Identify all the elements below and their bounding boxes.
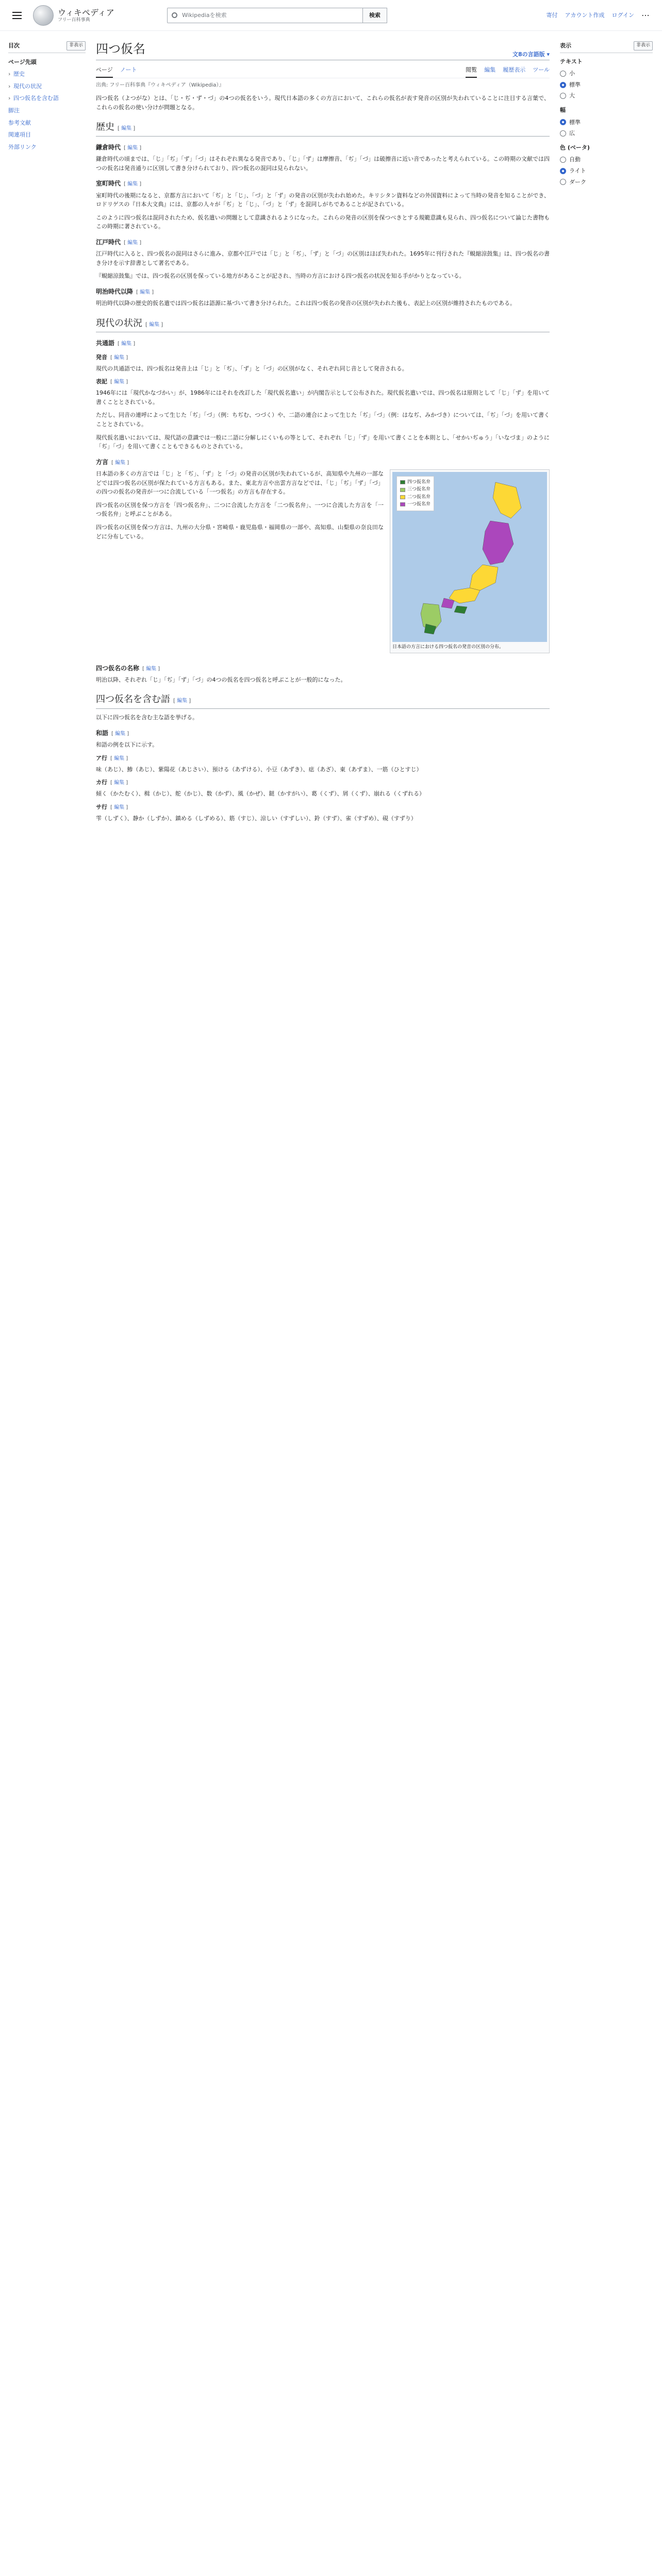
edit-link[interactable]: [ 編集 ] [110, 355, 128, 361]
width-option[interactable]: 広 [560, 128, 653, 139]
page-title: 四つ仮名 [96, 42, 145, 56]
toc-item[interactable]: › 現代の状況 [8, 80, 86, 93]
text-size-option[interactable]: 大 [560, 90, 653, 101]
donate-link[interactable]: 寄付 [546, 11, 558, 19]
legend-swatch [400, 502, 405, 506]
toc-item[interactable]: › 歴史 [8, 68, 86, 80]
search-icon [172, 12, 177, 18]
paragraph: 現代の共通語では、四つ仮名は発音上は「じ」と「ぢ」、「ず」と「づ」の区別がなく、それぞれ同じ音として発音される。 [96, 365, 408, 372]
paragraph: 以下に四つ仮名を含む主な語を挙げる。 [96, 714, 198, 721]
edit-link[interactable]: [ 編集 ] [111, 460, 129, 466]
paragraph: 室町時代の後期になると、京都方言において「ぢ」と「じ」、「づ」と「ず」の発音の区別が失われ始めた。キリシタン資料などの外国資料によって当時の発音を知ることができ、ロドリゲスの『日本大文典』には、京都の人々が「ぢ」と「じ」、「づ」と「ず」を混同しがちであることが記されている。 [96, 192, 550, 208]
user-links [547, 9, 650, 22]
edit-link[interactable]: [ 編集 ] [110, 756, 128, 761]
legend-item: 三つ仮名弁 [400, 486, 431, 493]
subsection-kamakura: 鎌倉時代[ 編集 ] [96, 143, 550, 152]
radio-icon [560, 82, 566, 88]
paragraph: 鎌倉時代の頃までは、「じ」「ぢ」「ず」「づ」はそれぞれ異なる発音であり、「じ」「ず」は摩擦音、「ぢ」「づ」は破擦音に近い音であったと考えられている。この時期の文献では四つの仮名は発音通りに区別して書き分けられており、四つ仮名の混同は見られない。 [96, 156, 550, 172]
search-form [167, 8, 387, 23]
appearance-panel [560, 41, 653, 188]
source-note: 出典: フリー百科事典『ウィキペディア（Wikipedia）』 [96, 82, 224, 88]
paragraph: 四つ仮名の区別を保つ方言は、九州の大分県・宮崎県・鹿児島県・福岡県の一部や、高知県、山梨県の奈良田などに分布している。 [96, 523, 384, 540]
edit-link[interactable]: [ 編集 ] [142, 666, 160, 672]
edit-link[interactable]: [ 編集 ] [124, 240, 141, 246]
subsubsection-sa: サ行[ 編集 ] [96, 803, 550, 812]
toc-item[interactable]: 関連項目 [8, 131, 31, 139]
edit-link[interactable]: [ 編集 ] [118, 341, 135, 347]
wikipedia-globe-icon [33, 5, 54, 26]
legend-item: 一つ仮名弁 [400, 501, 431, 508]
legend-item: 二つ仮名弁 [400, 494, 431, 501]
tab-talk[interactable]: ノート [120, 66, 137, 74]
edit-link[interactable]: [ 編集 ] [110, 379, 128, 385]
edit-link[interactable]: [ 編集 ] [173, 698, 191, 704]
legend-item: 四つ仮名弁 [400, 479, 431, 486]
subsection-name-origin: 四つ仮名の名称[ 編集 ] [96, 664, 550, 673]
subsubsection-hatsuon: 発音[ 編集 ] [96, 353, 550, 362]
subsubsection-a: ア行[ 編集 ] [96, 754, 550, 763]
paragraph: 明治以降、それぞれ「じ」「ぢ」「ず」「づ」の4つの仮名を四つ仮名と呼ぶことが一般的になった。 [96, 676, 346, 683]
search-button[interactable]: 検索 [363, 8, 387, 23]
legend-swatch [400, 488, 405, 492]
main-content [96, 31, 550, 827]
legend-swatch [400, 495, 405, 499]
subsubsection-ka: カ行[ 編集 ] [96, 778, 550, 787]
language-button[interactable]: 文8の言語版 ▾ [512, 50, 550, 58]
toc-item[interactable]: 外部リンク [8, 143, 37, 150]
edit-link[interactable]: [ 編集 ] [136, 290, 154, 295]
paragraph: 江戸時代に入ると、四つ仮名の混同はさらに進み、京都や江戸では「じ」と「ぢ」、「ず」と「づ」の区別はほぼ失われた。1695年に刊行された『蜆縮涼鼓集』は、四つ仮名の書き分けを示す辞書として著名である。 [96, 250, 550, 266]
toc-toggle-icon[interactable]: › [8, 95, 11, 102]
edit-link[interactable]: [ 編集 ] [110, 780, 128, 786]
paragraph: 現代仮名遣いにおいては、現代語の意識では一般に二語に分解しにくいもの等として、それぞれ「じ」「ず」を用いて書くことを本則とし、「せかいぢゅう」「いなづま」のように「ぢ」「づ」を用いて書くこともできるものとされている。 [96, 434, 550, 450]
subsection-hogen: 方言[ 編集 ] [96, 457, 550, 467]
text-size-label: テキスト [560, 58, 583, 65]
radio-icon [560, 119, 566, 125]
subsection-edo: 江戸時代[ 編集 ] [96, 238, 550, 247]
color-option[interactable]: ダーク [560, 177, 653, 188]
radio-icon [560, 71, 566, 77]
paragraph: 四つ仮名の区別を保つ方言を「四つ仮名弁」、二つに合流した方言を「二つ仮名弁」、一つに合流した方言を「一つ仮名弁」と呼ぶことがある。 [96, 501, 384, 518]
paragraph: 明治時代以降の歴史的仮名遣では四つ仮名は語源に基づいて書き分けられた。これは四つ仮名の発音の区別が失われた後も、表記上の区別が維持されたものである。 [96, 300, 516, 307]
tab-tools[interactable]: ツール [533, 66, 550, 74]
paragraph: 『蜆縮涼鼓集』では、四つ仮名の区別を保っている地方があることが記され、当時の方言における四つ仮名の状況を知る手がかりとなっている。 [96, 273, 465, 280]
search-input[interactable]: Wikipediaを検索 [167, 8, 363, 23]
appearance-hide-button[interactable]: 非表示 [634, 41, 653, 50]
toc-item[interactable]: ページ先頭 [8, 58, 37, 65]
word-list: 味（あじ）、鯵（あじ）、紫陽花（あじさい）、預ける（あずける）、小豆（あずき）、痣（あざ）、東（あずま）、一筋（ひとすじ） [96, 766, 422, 773]
radio-icon [560, 157, 566, 163]
edit-link[interactable]: [ 編集 ] [124, 145, 141, 151]
subsection-muromachi: 室町時代[ 編集 ] [96, 179, 550, 189]
text-size-option[interactable]: 小 [560, 68, 653, 79]
radio-icon [560, 93, 566, 99]
subsection-common: 共通語[ 編集 ] [96, 338, 550, 348]
edit-link[interactable]: [ 編集 ] [110, 805, 128, 810]
site-subtitle: フリー百科事典 [58, 17, 90, 23]
width-label: 幅 [560, 106, 566, 113]
page-tabs [96, 63, 550, 78]
create-account-link[interactable]: アカウント作成 [565, 11, 605, 19]
subsubsection-hyoki: 表記[ 編集 ] [96, 377, 550, 386]
width-option[interactable]: 標準 [560, 117, 653, 128]
subsection-wago: 和語[ 編集 ] [96, 728, 550, 738]
appearance-heading: 表示 [560, 42, 571, 49]
tab-edit[interactable]: 編集 [484, 66, 496, 74]
edit-link[interactable]: [ 編集 ] [124, 181, 141, 187]
paragraph: 1946年には「現代かなづかい」が、1986年にはそれを改訂した「現代仮名遣い」が内閣告示として公布された。現代仮名遣いでは、四つ仮名は原則として「じ」「ず」を用いて書くこととされている。 [96, 389, 550, 405]
toc-toggle-icon[interactable]: › [8, 71, 11, 78]
site-logo[interactable] [33, 5, 152, 26]
intro-paragraph: 四つ仮名（よつがな）とは、「じ・ぢ・ず・づ」の4つの仮名をいう。現代日本語の多くの方言において、これらの仮名が表す発音の区別が失われていることに注目する言葉で、これらの仮名の使い分けが問題となる。 [96, 94, 550, 111]
paragraph: このように四つ仮名は混同されたため、仮名遣いの問題として意識されるようになった。これらの発音の区別を保つべきとする規範意識も見られ、四つ仮名について論じた書物もこの時期に著されている。 [96, 214, 550, 230]
subsection-meiji: 明治時代以降[ 編集 ] [96, 287, 550, 297]
radio-icon [560, 179, 566, 185]
legend-swatch [400, 480, 405, 484]
edit-link[interactable]: [ 編集 ] [145, 322, 163, 328]
paragraph: 和語の例を以下に示す。 [96, 741, 158, 748]
color-option[interactable]: ライト [560, 165, 653, 177]
paragraph: 日本語の多くの方言では「じ」と「ぢ」、「ず」と「づ」の発音の区別が失われているが、高知県や九州の一部などでは四つ仮名の区別が保たれている方言もある。また、東北方言や出雲方言などでは、「じ」「ぢ」「ず」「づ」の四つの仮名の発音が一つに合流している「一つ仮名」の方言も存在する。 [96, 470, 384, 496]
table-of-contents [8, 41, 86, 153]
toc-heading: 目次 [8, 42, 20, 49]
site-title: ウィキペディア [58, 7, 114, 18]
dialect-map-figure [390, 469, 550, 653]
edit-link[interactable]: [ 編集 ] [118, 126, 135, 131]
text-size-option[interactable]: 標準 [560, 79, 653, 91]
tab-page[interactable]: ページ [96, 63, 113, 78]
tab-history[interactable]: 履歴表示 [503, 66, 526, 74]
radio-icon [560, 168, 566, 174]
toc-item[interactable]: 脚注 [8, 107, 20, 114]
site-header [0, 0, 662, 31]
tab-read[interactable]: 閲覧 [466, 63, 477, 78]
color-label: 色 (ベータ) [560, 144, 590, 151]
word-list: 雫（しずく）、静か（しずか）、鎮める（しずめる）、筋（すじ）、涼しい（すずしい）、鈴（すず）、雀（すずめ）、硯（すずり） [96, 815, 417, 822]
color-option[interactable]: 自動 [560, 154, 653, 165]
section-words-heading: 四つ仮名を含む語[ 編集 ] [96, 692, 550, 709]
radio-icon [560, 130, 566, 137]
word-list: 傾く（かたむく）、楫（かじ）、舵（かじ）、数（かず）、風（かぜ）、鎹（かすがい）、葛（くず）、屑（くず）、崩れる（くずれる） [96, 790, 425, 798]
toc-item[interactable]: › 四つ仮名を含む語 [8, 92, 86, 105]
figure-caption: 日本語の方言における四つ仮名の発音の区別の分布。 [392, 644, 504, 650]
edit-link[interactable]: [ 編集 ] [111, 731, 129, 737]
login-link[interactable]: ログイン [611, 11, 634, 19]
toc-hide-button[interactable]: 非表示 [67, 41, 86, 50]
section-modern-heading: 現代の状況[ 編集 ] [96, 316, 550, 333]
more-options-icon[interactable]: ⋯ [641, 10, 650, 20]
paragraph: ただし、同音の連呼によって生じた「ぢ」「づ」（例：ちぢむ、つづく）や、二語の連合によって生じた「ぢ」「づ」（例：はなぢ、みかづき）については、「ぢ」「づ」を用いて書くこととされている。 [96, 412, 550, 428]
toc-toggle-icon[interactable]: › [8, 82, 11, 90]
main-menu-icon[interactable] [12, 9, 25, 22]
map-legend [396, 476, 434, 511]
section-history-heading: 歴史[ 編集 ] [96, 120, 550, 137]
toc-item[interactable]: 参考文献 [8, 119, 31, 126]
